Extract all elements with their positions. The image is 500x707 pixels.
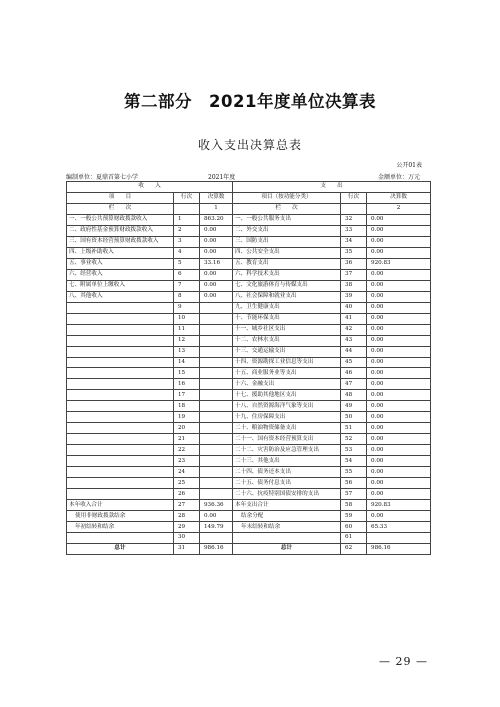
income-item: 八、其他收入 — [67, 291, 174, 302]
income-item — [67, 467, 174, 478]
income-line: 17 — [174, 390, 200, 401]
expense-col-line-blank — [341, 203, 367, 214]
table-row — [67, 280, 431, 291]
income-amount — [200, 467, 233, 478]
income-line: 14 — [174, 357, 200, 368]
income-col-label: 栏 次 — [67, 203, 174, 214]
income-line: 23 — [174, 456, 200, 467]
income-amount — [200, 335, 233, 346]
expense-amount: 0.00 — [367, 214, 431, 225]
income-item — [67, 489, 174, 500]
income-item — [67, 423, 174, 434]
income-line: 19 — [174, 412, 200, 423]
expense-item: 二十五、债务付息支出 — [233, 478, 341, 489]
table-row — [67, 368, 431, 379]
expense-amount: 0.00 — [367, 346, 431, 357]
income-line: 29 — [174, 522, 200, 533]
expense-line: 36 — [341, 258, 367, 269]
expense-item: 七、文化旅游体育与传媒支出 — [233, 280, 341, 291]
expense-line: 61 — [341, 533, 367, 544]
table-row — [67, 412, 431, 423]
table-row — [67, 423, 431, 434]
table-row — [67, 445, 431, 456]
expense-item: 十二、农林水支出 — [233, 335, 341, 346]
expense-item: 二、外交支出 — [233, 225, 341, 236]
income-item — [67, 346, 174, 357]
expense-amount: 0.00 — [367, 445, 431, 456]
expense-line-header: 行次 — [341, 192, 367, 203]
table-row — [67, 390, 431, 401]
income-item: 本年收入合计 — [67, 500, 174, 511]
income-line: 15 — [174, 368, 200, 379]
income-line: 24 — [174, 467, 200, 478]
income-amount: 863.20 — [200, 214, 233, 225]
income-item — [67, 302, 174, 313]
expense-amount: 0.00 — [367, 313, 431, 324]
expense-amount: 0.00 — [367, 280, 431, 291]
expense-item: 二十四、债务还本支出 — [233, 467, 341, 478]
income-item — [67, 401, 174, 412]
expense-line: 42 — [341, 324, 367, 335]
income-amount — [200, 456, 233, 467]
expense-line: 43 — [341, 335, 367, 346]
income-item: 三、国有资本经营预算财政拨款收入 — [67, 236, 174, 247]
income-amount — [200, 324, 233, 335]
expense-item: 十八、自然资源海洋气象等支出 — [233, 401, 341, 412]
table-row — [67, 324, 431, 335]
expense-line: 58 — [341, 500, 367, 511]
income-amount: 149.79 — [200, 522, 233, 533]
expense-line: 52 — [341, 434, 367, 445]
table-row — [67, 434, 431, 445]
expense-line: 57 — [341, 489, 367, 500]
income-amount — [200, 533, 233, 544]
income-line: 12 — [174, 335, 200, 346]
table-row — [67, 236, 431, 247]
income-line: 27 — [174, 500, 200, 511]
income-amount — [200, 445, 233, 456]
table-row — [67, 214, 431, 225]
income-total-amount: 986.16 — [200, 543, 233, 554]
table-body — [67, 214, 431, 543]
income-item: 年初结转和结余 — [67, 522, 174, 533]
table-row — [67, 467, 431, 478]
expense-col-label: 栏 次 — [233, 203, 341, 214]
expense-amount — [367, 533, 431, 544]
expense-item: 二十一、国有资本经营预算支出 — [233, 434, 341, 445]
income-amount: 33.16 — [200, 258, 233, 269]
income-amount: 0.00 — [200, 247, 233, 258]
income-amount — [200, 346, 233, 357]
income-line: 26 — [174, 489, 200, 500]
header-row-column-index — [67, 203, 431, 214]
expense-item: 九、卫生健康支出 — [233, 302, 341, 313]
income-line: 9 — [174, 302, 200, 313]
table-row — [67, 225, 431, 236]
expense-line: 53 — [341, 445, 367, 456]
income-line: 21 — [174, 434, 200, 445]
expense-item: 二十三、其他支出 — [233, 456, 341, 467]
expense-total-line: 62 — [341, 543, 367, 554]
income-amount — [200, 412, 233, 423]
expense-item: 三、国防支出 — [233, 236, 341, 247]
report-year: 2021年度 — [208, 174, 236, 181]
expense-line: 45 — [341, 357, 367, 368]
header-row-sections — [67, 182, 431, 193]
income-amount — [200, 357, 233, 368]
expense-item: 二十、粮油物资储备支出 — [233, 423, 341, 434]
expense-amount: 0.00 — [367, 236, 431, 247]
expense-amount: 0.00 — [367, 434, 431, 445]
income-amount: 936.36 — [200, 500, 233, 511]
page-number: — 29 — — [379, 655, 428, 668]
income-item: 二、政府性基金预算财政拨款收入 — [67, 225, 174, 236]
expense-amount: 0.00 — [367, 423, 431, 434]
expense-line: 40 — [341, 302, 367, 313]
expense-item: 五、教育支出 — [233, 258, 341, 269]
income-item — [67, 335, 174, 346]
income-line: 6 — [174, 269, 200, 280]
income-line: 4 — [174, 247, 200, 258]
expense-line: 50 — [341, 412, 367, 423]
income-header: 收 入 — [67, 182, 233, 193]
expense-item: 本年支出合计 — [233, 500, 341, 511]
expense-line: 54 — [341, 456, 367, 467]
header-row-columns — [67, 192, 431, 203]
table-row — [67, 511, 431, 522]
income-col-line-blank — [174, 203, 200, 214]
income-item — [67, 445, 174, 456]
income-line: 3 — [174, 236, 200, 247]
expense-amount: 0.00 — [367, 401, 431, 412]
expense-col-number: 2 — [367, 203, 431, 214]
income-amount: 0.00 — [200, 269, 233, 280]
table-row — [67, 533, 431, 544]
income-amount-header: 决算数 — [200, 192, 233, 203]
expense-line: 59 — [341, 511, 367, 522]
table-row — [67, 302, 431, 313]
expense-amount: 0.00 — [367, 511, 431, 522]
income-amount — [200, 379, 233, 390]
expense-line: 35 — [341, 247, 367, 258]
expense-amount: 0.00 — [367, 412, 431, 423]
income-item — [67, 379, 174, 390]
income-amount — [200, 434, 233, 445]
expense-header: 支 出 — [233, 182, 431, 193]
expense-item: 一、一般公共服务支出 — [233, 214, 341, 225]
expense-line: 37 — [341, 269, 367, 280]
expense-item: 十九、住房保障支出 — [233, 412, 341, 423]
expense-line: 41 — [341, 313, 367, 324]
table-row — [67, 522, 431, 533]
expense-item: 十七、援助其他地区支出 — [233, 390, 341, 401]
expense-item: 六、科学技术支出 — [233, 269, 341, 280]
expense-item-header: 项目（按功能分类） — [233, 192, 341, 203]
table-row — [67, 291, 431, 302]
part-title: 第二部分 2021年度单位决算表 — [124, 92, 376, 111]
income-amount — [200, 401, 233, 412]
expense-line: 51 — [341, 423, 367, 434]
expense-amount: 0.00 — [367, 467, 431, 478]
income-item — [67, 368, 174, 379]
table-row — [67, 401, 431, 412]
income-item: 七、附属单位上缴收入 — [67, 280, 174, 291]
expense-item: 十、节能环保支出 — [233, 313, 341, 324]
income-amount — [200, 478, 233, 489]
income-item: 使用非财政拨款结余 — [67, 511, 174, 522]
expense-amount: 0.00 — [367, 478, 431, 489]
income-line: 25 — [174, 478, 200, 489]
income-amount — [200, 390, 233, 401]
income-line: 2 — [174, 225, 200, 236]
expense-amount: 920.83 — [367, 258, 431, 269]
expense-amount: 0.00 — [367, 302, 431, 313]
income-item — [67, 324, 174, 335]
expense-amount: 0.00 — [367, 291, 431, 302]
income-amount — [200, 302, 233, 313]
income-line: 8 — [174, 291, 200, 302]
income-total-line: 31 — [174, 543, 200, 554]
expense-line: 55 — [341, 467, 367, 478]
expense-line: 32 — [341, 214, 367, 225]
expense-amount: 0.00 — [367, 335, 431, 346]
expense-item: 十五、商业服务业等支出 — [233, 368, 341, 379]
income-item — [67, 434, 174, 445]
expense-line: 34 — [341, 236, 367, 247]
income-col-number: 1 — [200, 203, 233, 214]
expense-item: 四、公共安全支出 — [233, 247, 341, 258]
table-row — [67, 500, 431, 511]
income-item: 一、一般公共预算财政拨款收入 — [67, 214, 174, 225]
expense-amount: 0.00 — [367, 379, 431, 390]
table-row — [67, 456, 431, 467]
expense-amount: 0.00 — [367, 368, 431, 379]
expense-amount: 0.00 — [367, 489, 431, 500]
income-amount: 0.00 — [200, 236, 233, 247]
income-item-header: 项 目 — [67, 192, 174, 203]
expense-line: 44 — [341, 346, 367, 357]
income-line: 13 — [174, 346, 200, 357]
income-line-header: 行次 — [174, 192, 200, 203]
income-line: 10 — [174, 313, 200, 324]
table-row — [67, 269, 431, 280]
expense-line: 49 — [341, 401, 367, 412]
table-row — [67, 346, 431, 357]
income-item: 四、上级补助收入 — [67, 247, 174, 258]
income-item: 六、经营收入 — [67, 269, 174, 280]
income-amount: 0.00 — [200, 225, 233, 236]
total-row — [67, 543, 431, 554]
expense-total-label: 总计 — [233, 543, 341, 554]
expense-item: 二十六、抗疫特别国债安排的支出 — [233, 489, 341, 500]
income-line: 22 — [174, 445, 200, 456]
income-line: 20 — [174, 423, 200, 434]
table-row — [67, 258, 431, 269]
expense-line: 56 — [341, 478, 367, 489]
income-amount: 0.00 — [200, 511, 233, 522]
income-item — [67, 313, 174, 324]
expense-line: 48 — [341, 390, 367, 401]
amount-unit: 金额单位：万元 — [377, 174, 420, 181]
expense-amount: 0.00 — [367, 269, 431, 280]
income-item — [67, 478, 174, 489]
income-line: 5 — [174, 258, 200, 269]
table-title: 收入支出决算总表 — [197, 138, 302, 152]
expense-line: 38 — [341, 280, 367, 291]
expense-line: 39 — [341, 291, 367, 302]
expense-item: 十六、金融支出 — [233, 379, 341, 390]
income-line: 1 — [174, 214, 200, 225]
income-amount: 0.00 — [200, 291, 233, 302]
expense-item: 八、社会保障和就业支出 — [233, 291, 341, 302]
expense-amount: 920.83 — [367, 500, 431, 511]
income-item — [67, 357, 174, 368]
income-item — [67, 533, 174, 544]
expense-line: 60 — [341, 522, 367, 533]
expense-amount: 0.00 — [367, 456, 431, 467]
expense-item: 十三、交通运输支出 — [233, 346, 341, 357]
income-line: 18 — [174, 401, 200, 412]
compiling-unit: 编制单位：夏鼎首第七小学 — [66, 174, 139, 181]
table-row — [67, 247, 431, 258]
expense-item: 年末结转和结余 — [233, 522, 341, 533]
expense-total-amount: 986.16 — [367, 543, 431, 554]
expense-line: 46 — [341, 368, 367, 379]
expense-item: 十一、城乡社区支出 — [233, 324, 341, 335]
income-line: 7 — [174, 280, 200, 291]
income-amount — [200, 423, 233, 434]
income-line: 28 — [174, 511, 200, 522]
expense-line: 47 — [341, 379, 367, 390]
expense-amount: 0.00 — [367, 324, 431, 335]
table-row — [67, 489, 431, 500]
income-line: 16 — [174, 379, 200, 390]
form-number: 公开01表 — [396, 162, 422, 169]
expense-line: 33 — [341, 225, 367, 236]
expense-amount: 0.00 — [367, 247, 431, 258]
income-item — [67, 390, 174, 401]
income-amount — [200, 313, 233, 324]
expense-item: 二十二、灾害防治及应急管理支出 — [233, 445, 341, 456]
expense-amount-header: 决算数 — [367, 192, 431, 203]
expense-item: 结余分配 — [233, 511, 341, 522]
expense-amount: 0.00 — [367, 225, 431, 236]
expense-amount: 0.00 — [367, 357, 431, 368]
expense-amount: 65.33 — [367, 522, 431, 533]
income-line: 30 — [174, 533, 200, 544]
income-amount — [200, 489, 233, 500]
table-row — [67, 478, 431, 489]
expense-amount: 0.00 — [367, 390, 431, 401]
income-amount — [200, 368, 233, 379]
income-item: 五、事业收入 — [67, 258, 174, 269]
income-item — [67, 412, 174, 423]
expense-item: 十四、资源勘探工业信息等支出 — [233, 357, 341, 368]
income-line: 11 — [174, 324, 200, 335]
expense-item — [233, 533, 341, 544]
income-amount: 0.00 — [200, 280, 233, 291]
table-row — [67, 335, 431, 346]
table-row — [67, 313, 431, 324]
income-item — [67, 456, 174, 467]
income-total-label: 总计 — [67, 543, 174, 554]
table-row — [67, 357, 431, 368]
income-expense-table — [66, 181, 431, 555]
table-row — [67, 379, 431, 390]
